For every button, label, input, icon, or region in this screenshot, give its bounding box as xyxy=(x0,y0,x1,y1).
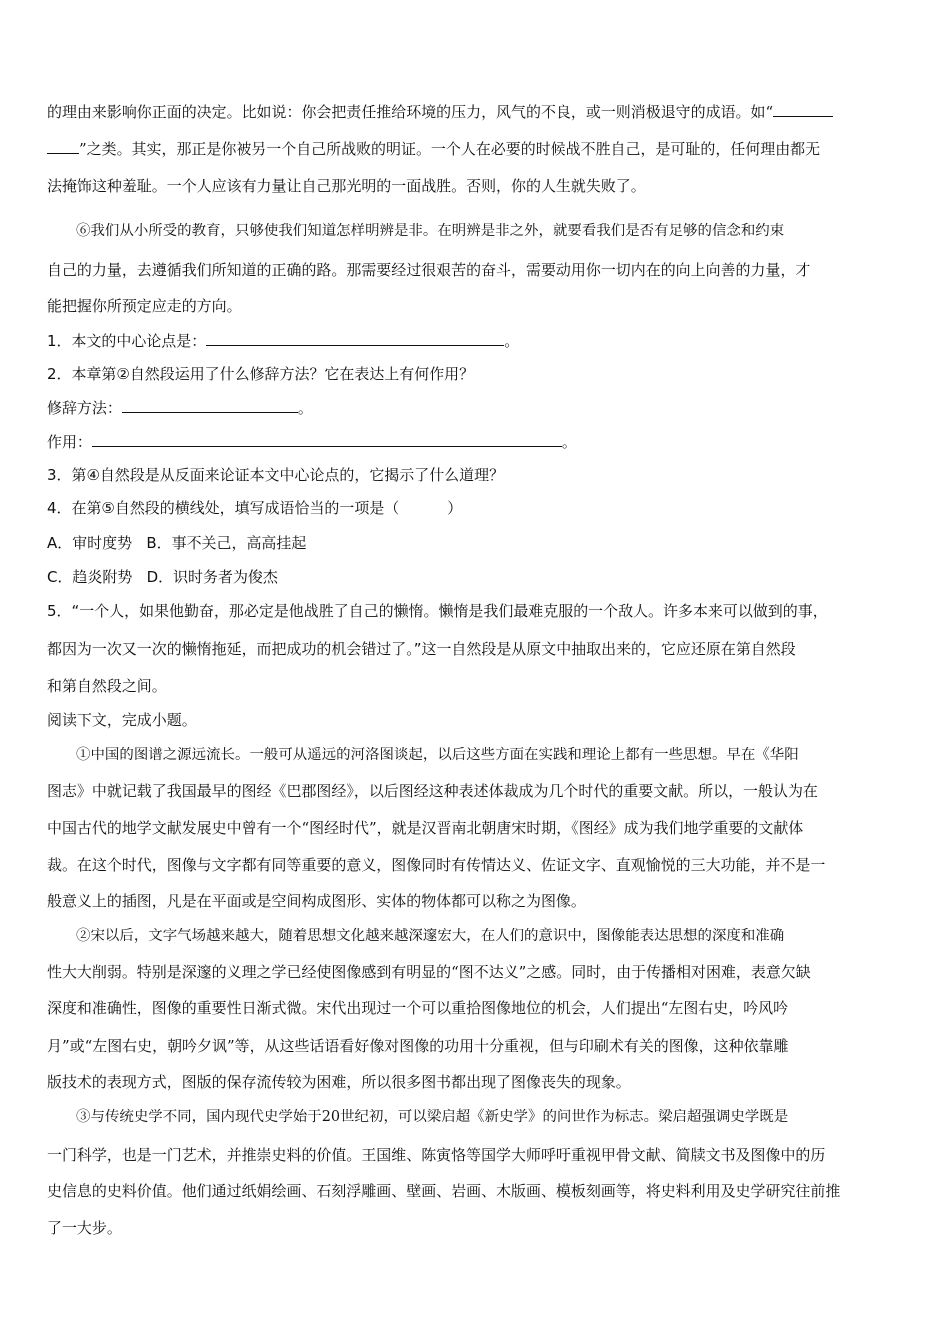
question-2-effect: 作用： 。 xyxy=(47,433,577,451)
question-5-line: 5．“一个人，如果他勤奋，那必定是他战胜了自己的懒惰。懒惰是我们最难克服的一个敌人。许多本来可以做到的事， xyxy=(47,602,828,620)
passage2-p2-line: 性大大削弱。特别是深邃的义理之学已经使图像感到有明显的“图不达义”之感。同时，由于传播相对困难，表意欠缺 xyxy=(47,963,811,981)
text: 的理由来影响你正面的决定。比如说：你会把责任推给环境的压力，风气的不良，或一则消极退守的成语。如“ xyxy=(47,103,774,121)
question-2: 2．本章第②自然段运用了什么修辞方法？它在表达上有何作用？ xyxy=(47,365,475,383)
answer-blank-method[interactable] xyxy=(122,398,298,413)
passage-line xyxy=(47,139,907,159)
paragraph-6-line: ⑥我们从小所受的教育，只够使我们知道怎样明辨是非。在明辨是非之外，就要看我们是否有足够的信念和约束 xyxy=(76,223,785,239)
question-3: 3．第④自然段是从反面来论证本文中心论点的，它揭示了什么道理？ xyxy=(47,466,505,484)
question-1: 1．本文的中心论点是： 。 xyxy=(47,332,520,350)
option-c[interactable]: C．趋炎附势 xyxy=(47,568,133,586)
passage2-p3-line: 史信息的史料价值。他们通过纸娟绘画、石刻浮雕画、壁画、岩画、木版画、模板刻画等，将史料利用及史学研究往前推 xyxy=(47,1182,841,1200)
question-5-line: 都因为一次又一次的懒惰拖延，而把成功的机会错过了。”这一自然段是从原文中抽取出来的，它应还原在第自然段 xyxy=(47,640,796,658)
passage-line xyxy=(47,102,907,122)
question-4: 4．在第⑤自然段的横线处，填写成语恰当的一项是（ ） xyxy=(47,499,463,517)
passage2-p2-line: 深度和准确性，图像的重要性日渐式微。宋代出现过一个可以重拾图像地位的机会，人们提出“左图右史，吟风吟 xyxy=(47,999,789,1017)
passage2-p3-line: 了一大步。 xyxy=(47,1219,122,1237)
option-d[interactable]: D．识时务者为俊杰 xyxy=(146,568,278,586)
answer-blank-effect[interactable] xyxy=(92,432,562,447)
question-4-options-cd xyxy=(47,567,907,587)
passage2-p1-line: 裁。在这个时代，图像与文字都有同等重要的意义，图像同时有传情达义、佐证文字、直观愉悦的三大功能，并不是一 xyxy=(47,856,826,874)
question-4-options-ab xyxy=(47,533,907,553)
answer-blank-q1[interactable] xyxy=(206,331,504,346)
passage2-p3-line: ③与传统史学不同，国内现代史学始于20世纪初，可以梁启超《新史学》的问世作为标志。梁启超强调史学既是 xyxy=(76,1109,789,1125)
passage2-p1-line: 图志》中就记载了我国最早的图经《巴郡图经》，以后图经这种表述体裁成为几个时代的重要文献。所以，一般认为在 xyxy=(47,782,818,800)
passage2-p2-line: 月”或“左图右史，朝吟夕讽”等，从这些话语看好像对图像的功用十分重视，但与印刷术有关的图像，这种依靠雕 xyxy=(47,1037,789,1055)
reading-instruction: 阅读下文，完成小题。 xyxy=(47,711,197,729)
question-5-line: 和第自然段之间。 xyxy=(47,677,167,695)
passage2-p1-line: 中国古代的地学文献发展史中曾有一个“图经时代”，就是汉晋南北朝唐宋时期，《图经》成为我们地学重要的文献体 xyxy=(47,819,804,837)
passage-line: 法掩饰这种羞耻。一个人应该有力量让自己那光明的一面战胜。否则，你的人生就失败了。 xyxy=(47,177,646,195)
paragraph-6-line: 能把握你所预定应走的方向。 xyxy=(47,297,242,315)
paragraph-6-line: 自己的力量，去遵循我们所知道的正确的路。那需要经过很艰苦的奋斗，需要动用你一切内在的向上向善的力量，才 xyxy=(47,261,811,279)
question-2-method: 修辞方法： 。 xyxy=(47,399,313,417)
passage2-p1-line: 般意义上的插图，凡是在平面或是空间构成图形、实体的物体都可以称之为图像。 xyxy=(47,892,586,910)
option-a[interactable]: A．审时度势 xyxy=(47,534,133,552)
passage2-p2-line: ②宋以后，文字气场越来越大，随着思想文化越来越深邃宏大，在人们的意识中，图像能表达思想的深度和准确 xyxy=(76,928,785,944)
text: ”之类。其实，那正是你被另一个自己所战败的明证。一个人在必要的时候战不胜自己，是可耻的，任何理由都无 xyxy=(79,140,821,158)
passage2-p2-line: 版技术的表现方式，图版的保存流传较为困难，所以很多图书都出现了图像丧失的现象。 xyxy=(47,1073,631,1091)
idiom-blank-cont[interactable] xyxy=(47,139,79,154)
passage2-p1-line: ①中国的图谱之源远流长。一般可从遥远的河洛图谈起，以后这些方面在实践和理论上都有一些思想。早在《华阳 xyxy=(76,747,799,763)
idiom-blank[interactable] xyxy=(773,102,833,117)
option-b[interactable]: B．事不关己，高高挂起 xyxy=(146,534,307,552)
passage2-p3-line: 一门科学，也是一门艺术，并推崇史料的价值。王国维、陈寅恪等国学大师呼吁重视甲骨文献、简牍文书及图像中的历 xyxy=(47,1146,826,1164)
